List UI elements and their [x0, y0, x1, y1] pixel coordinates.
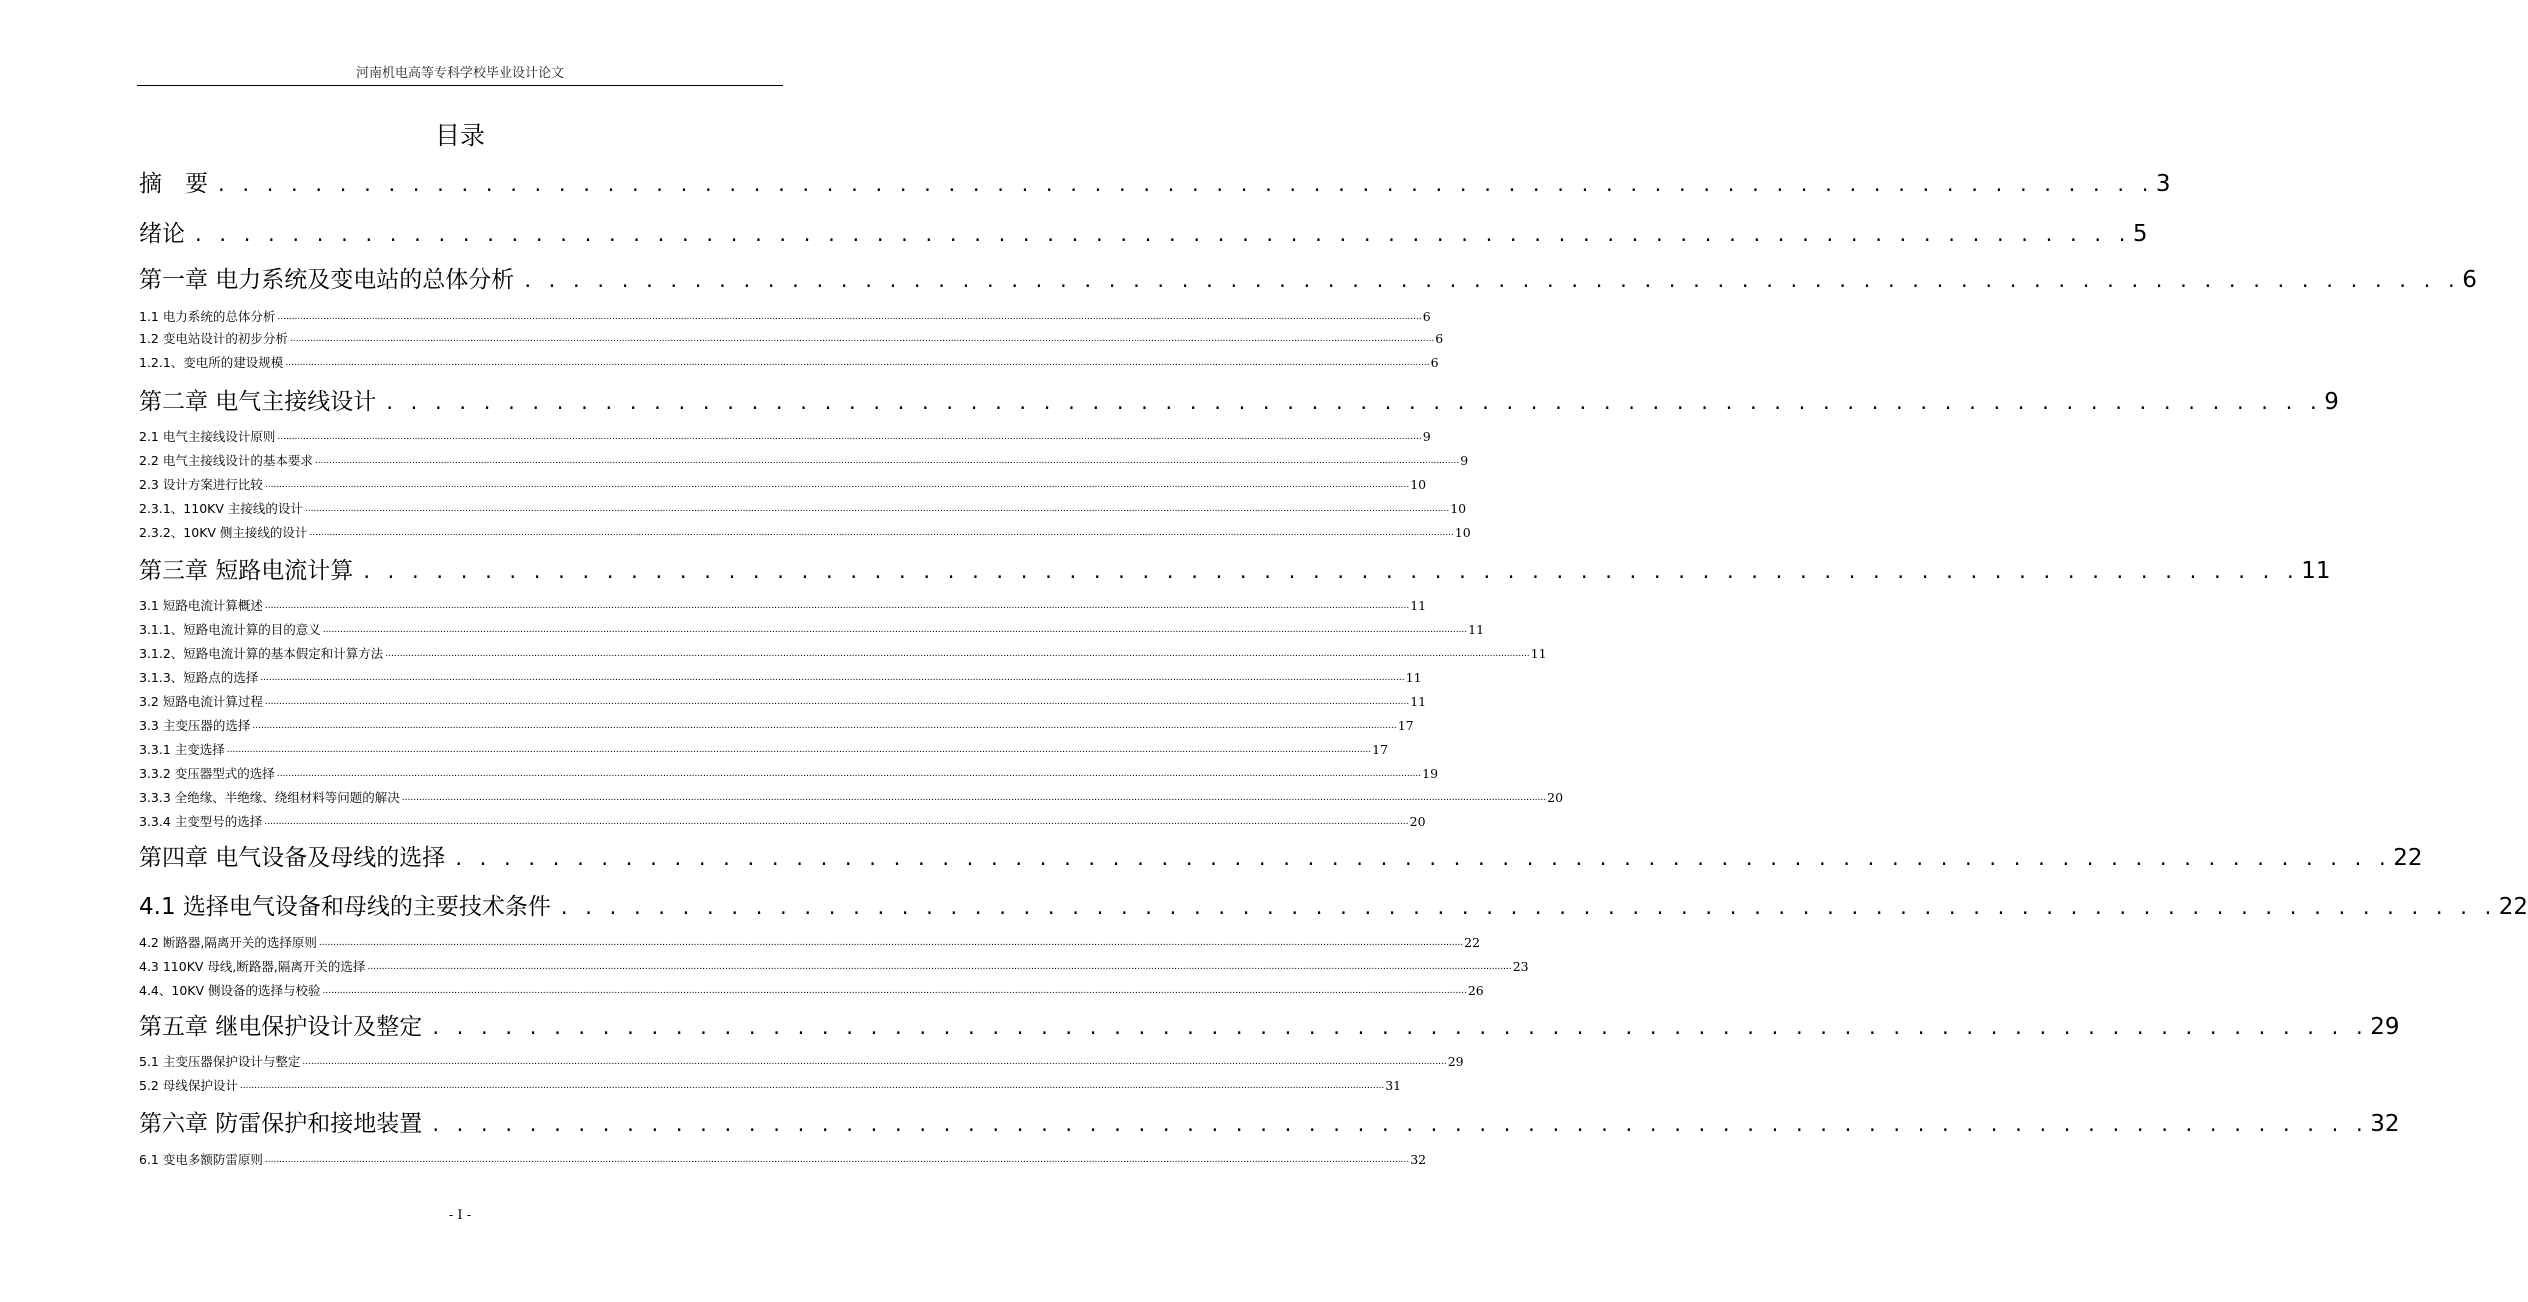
toc-section-entry[interactable]	[139, 1077, 1402, 1095]
toc-entry-page-number: 10	[1454, 525, 1471, 540]
toc-entry-page-number: 20	[1409, 814, 1426, 829]
toc-entry-label: 4.2 断路器,隔离开关的选择原则	[139, 935, 317, 950]
toc-entry-label: 1.1 电力系统的总体分析	[139, 309, 276, 324]
toc-section-entry[interactable]	[139, 789, 1564, 807]
toc-dot-leader: ................................................................................................................................................................................................................................................................................................................................................................................................................	[264, 697, 1410, 707]
toc-dot-leader: ................................................................................................................................................................................................................................................................................................................................................................................................................	[304, 504, 1450, 514]
toc-entry-label: 第三章 短路电流计算	[139, 558, 354, 584]
toc-entry-label: 3.1.2、短路电流计算的基本假定和计算方法	[139, 646, 384, 661]
toc-entry-label: 2.2 电气主接线设计的基本要求	[139, 453, 313, 468]
toc-entry-label: 3.1.3、短路点的选择	[139, 670, 259, 685]
toc-entry-page-number: 11	[2301, 558, 2331, 584]
toc-entry-label: 第二章 电气主接线设计	[139, 389, 377, 415]
toc-entry-page-number: 32	[2370, 1111, 2400, 1137]
toc-entry-label: 4.3 110KV 母线,断路器,隔离开关的选择	[139, 959, 366, 974]
toc-entry-page-number: 9	[2324, 389, 2339, 415]
toc-entry-page-number: 22	[2393, 845, 2423, 871]
toc-entry-page-number: 9	[1460, 453, 1469, 468]
toc-entry-page-number: 10	[1410, 477, 1427, 492]
toc-chapter-entry[interactable]	[139, 1108, 2400, 1140]
toc-chapter-entry[interactable]	[139, 264, 2477, 296]
toc-entry-page-number: 29	[1447, 1054, 1464, 1069]
toc-section-entry[interactable]	[139, 717, 1414, 735]
toc-entry-label: 绪论	[139, 221, 185, 247]
toc-entry-label: 第一章 电力系统及变电站的总体分析	[139, 267, 515, 293]
toc-entry-page-number: 32	[1410, 1152, 1427, 1167]
toc-chapter-entry[interactable]	[139, 842, 2423, 874]
toc-entry-page-number: 19	[1422, 766, 1439, 781]
toc-entry-page-number: 5	[2132, 221, 2148, 247]
toc-chapter-entry[interactable]	[139, 1011, 2400, 1043]
toc-entry-label: 2.3.2、10KV 侧主接线的设计	[139, 525, 308, 540]
toc-section-entry[interactable]	[139, 669, 1422, 687]
toc-entry-page-number: 3	[2155, 171, 2171, 197]
toc-section-entry[interactable]	[139, 741, 1389, 759]
toc-entry-label: 3.1 短路电流计算概述	[139, 598, 263, 613]
toc-entry-label: 1.2 变电站设计的初步分析	[139, 331, 288, 346]
toc-section-entry[interactable]	[139, 982, 1484, 1000]
toc-entry-label: 摘 要	[139, 171, 208, 197]
toc-section-entry[interactable]	[139, 813, 1426, 831]
toc-dot-leader: . . . . . . . . . . . . . . . . . . . . . . . . . . . . . . . . . . . . . . . . . . . . . . . . . . . . . . . . . . . . . . . . . . . . . . . . . . . . . . . .	[524, 268, 2461, 292]
toc-section-entry[interactable]	[139, 693, 1427, 711]
toc-entry-page-number: 9	[1422, 429, 1431, 444]
toc-section-entry[interactable]	[139, 597, 1427, 615]
toc-entry-label: 3.3.3 全绝缘、半绝缘、绕组材料等问题的解决	[139, 790, 400, 805]
toc-dot-leader: ................................................................................................................................................................................................................................................................................................................................................................................................................	[309, 528, 1454, 538]
toc-dot-leader: ................................................................................................................................................................................................................................................................................................................................................................................................................	[264, 817, 1409, 827]
toc-section-entry[interactable]	[139, 524, 1471, 542]
toc-chapter-entry[interactable]	[139, 168, 2171, 200]
toc-entry-page-number: 11	[1410, 694, 1427, 709]
toc-dot-leader: ................................................................................................................................................................................................................................................................................................................................................................................................................	[252, 721, 1397, 731]
toc-entry-label: 1.2.1、变电所的建设规模	[139, 355, 284, 370]
toc-section-entry[interactable]	[139, 934, 1481, 952]
toc-entry-page-number: 22	[2498, 894, 2528, 920]
toc-entry-page-number: 23	[1512, 959, 1529, 974]
toc-entry-page-number: 31	[1385, 1078, 1402, 1093]
toc-entry-label: 3.1.1、短路电流计算的目的意义	[139, 622, 321, 637]
toc-entry-label: 4.1 选择电气设备和母线的主要技术条件	[139, 894, 551, 920]
toc-entry-label: 2.3.1、110KV 主接线的设计	[139, 501, 303, 516]
toc-section-entry[interactable]	[139, 476, 1427, 494]
toc-entry-page-number: 11	[1410, 598, 1427, 613]
toc-section-entry[interactable]	[139, 500, 1467, 518]
toc-chapter-entry[interactable]	[139, 891, 2528, 923]
toc-section-entry[interactable]	[139, 621, 1485, 639]
toc-dot-leader: . . . . . . . . . . . . . . . . . . . . . . . . . . . . . . . . . . . . . . . . . . . . . . . . . . . . . . . . . . . . . . . . . . . . . . . . . . . . . . . .	[560, 895, 2497, 919]
toc-entry-page-number: 17	[1372, 742, 1389, 757]
toc-section-entry[interactable]	[139, 354, 1439, 372]
toc-dot-leader: . . . . . . . . . . . . . . . . . . . . . . . . . . . . . . . . . . . . . . . . . . . . . . . . . . . . . . . . . . . . . . . . . . . . . . . . . . . . . . . .	[432, 1015, 2369, 1039]
toc-dot-leader: ................................................................................................................................................................................................................................................................................................................................................................................................................	[264, 1155, 1410, 1165]
toc-dot-leader: . . . . . . . . . . . . . . . . . . . . . . . . . . . . . . . . . . . . . . . . . . . . . . . . . . . . . . . . . . . . . . . . . . . . . . . . . . . . . . . .	[195, 222, 2131, 246]
toc-entry-label: 3.3.1 主变选择	[139, 742, 225, 757]
toc-entry-label: 2.1 电气主接线设计原则	[139, 429, 276, 444]
toc-entry-label: 2.3 设计方案进行比较	[139, 477, 263, 492]
toc-section-entry[interactable]	[139, 645, 1547, 663]
page-number: - I -	[448, 1208, 472, 1223]
toc-section-entry[interactable]	[139, 428, 1431, 446]
toc-entry-label: 第六章 防雷保护和接地装置	[139, 1111, 423, 1137]
toc-section-entry[interactable]	[139, 1151, 1427, 1169]
toc-dot-leader: ................................................................................................................................................................................................................................................................................................................................................................................................................	[302, 1057, 1447, 1067]
toc-entry-page-number: 6	[1430, 355, 1439, 370]
toc-dot-leader: . . . . . . . . . . . . . . . . . . . . . . . . . . . . . . . . . . . . . . . . . . . . . . . . . . . . . . . . . . . . . . . . . . . . . . . . . . . . . . . .	[218, 172, 2154, 196]
toc-entry-page-number: 29	[2370, 1014, 2400, 1040]
toc-entry-page-number: 22	[1464, 935, 1481, 950]
toc-dot-leader: ................................................................................................................................................................................................................................................................................................................................................................................................................	[385, 649, 1530, 659]
toc-entry-page-number: 10	[1450, 501, 1467, 516]
toc-dot-leader: ................................................................................................................................................................................................................................................................................................................................................................................................................	[367, 962, 1512, 972]
toc-entry-page-number: 6	[1422, 309, 1431, 324]
toc-entry-page-number: 11	[1468, 622, 1485, 637]
toc-entry-label: 3.3.2 变压器型式的选择	[139, 766, 275, 781]
toc-dot-leader: ................................................................................................................................................................................................................................................................................................................................................................................................................	[277, 432, 1422, 442]
toc-section-entry[interactable]	[139, 330, 1444, 348]
toc-chapter-entry[interactable]	[139, 555, 2331, 587]
toc-entry-page-number: 20	[1547, 790, 1564, 805]
toc-dot-leader: . . . . . . . . . . . . . . . . . . . . . . . . . . . . . . . . . . . . . . . . . . . . . . . . . . . . . . . . . . . . . . . . . . . . . . . . . . . . . . . .	[363, 559, 2300, 583]
toc-dot-leader: ................................................................................................................................................................................................................................................................................................................................................................................................................	[289, 334, 1435, 344]
toc-entry-label: 5.2 母线保护设计	[139, 1078, 238, 1093]
toc-entry-page-number: 17	[1397, 718, 1414, 733]
toc-dot-leader: ................................................................................................................................................................................................................................................................................................................................................................................................................	[276, 769, 1422, 779]
toc-entry-label: 第四章 电气设备及母线的选择	[139, 845, 446, 871]
toc-entry-label: 6.1 变电多额防雷原则	[139, 1152, 263, 1167]
toc-title: 目录	[434, 121, 485, 150]
toc-dot-leader: . . . . . . . . . . . . . . . . . . . . . . . . . . . . . . . . . . . . . . . . . . . . . . . . . . . . . . . . . . . . . . . . . . . . . . . . . . . . . . . .	[386, 390, 2323, 414]
toc-entry-page-number: 11	[1405, 670, 1422, 685]
toc-dot-leader: ................................................................................................................................................................................................................................................................................................................................................................................................................	[318, 938, 1464, 948]
toc-dot-leader: ................................................................................................................................................................................................................................................................................................................................................................................................................	[322, 986, 1467, 996]
toc-dot-leader: ................................................................................................................................................................................................................................................................................................................................................................................................................	[401, 793, 1547, 803]
toc-section-entry[interactable]	[139, 452, 1469, 470]
toc-chapter-entry[interactable]	[139, 386, 2339, 418]
toc-entry-label: 3.3.4 主变型号的选择	[139, 814, 263, 829]
toc-entry-label: 4.4、10KV 侧设备的选择与校验	[139, 983, 321, 998]
running-header: 河南机电高等专科学校毕业设计论文	[355, 66, 564, 81]
toc-dot-leader: ................................................................................................................................................................................................................................................................................................................................................................................................................	[277, 312, 1422, 322]
toc-entry-label: 第五章 继电保护设计及整定	[139, 1014, 423, 1040]
toc-dot-leader: ................................................................................................................................................................................................................................................................................................................................................................................................................	[285, 358, 1430, 368]
toc-dot-leader: ................................................................................................................................................................................................................................................................................................................................................................................................................	[264, 601, 1410, 611]
toc-section-entry[interactable]	[139, 765, 1439, 783]
toc-entry-page-number: 6	[1435, 331, 1444, 346]
toc-entry-page-number: 26	[1467, 983, 1484, 998]
toc-entry-page-number: 6	[2462, 267, 2477, 293]
toc-entry-label: 3.3 主变压器的选择	[139, 718, 251, 733]
toc-dot-leader: . . . . . . . . . . . . . . . . . . . . . . . . . . . . . . . . . . . . . . . . . . . . . . . . . . . . . . . . . . . . . . . . . . . . . . . . . . . . . . . .	[432, 1112, 2369, 1136]
toc-dot-leader: ................................................................................................................................................................................................................................................................................................................................................................................................................	[226, 745, 1372, 755]
toc-section-entry[interactable]	[139, 308, 1431, 326]
toc-dot-leader: . . . . . . . . . . . . . . . . . . . . . . . . . . . . . . . . . . . . . . . . . . . . . . . . . . . . . . . . . . . . . . . . . . . . . . . . . . . . . . . .	[455, 846, 2392, 870]
toc-chapter-entry[interactable]	[139, 218, 2148, 250]
toc-dot-leader: ................................................................................................................................................................................................................................................................................................................................................................................................................	[314, 456, 1460, 466]
toc-dot-leader: ................................................................................................................................................................................................................................................................................................................................................................................................................	[239, 1081, 1385, 1091]
toc-dot-leader: ................................................................................................................................................................................................................................................................................................................................................................................................................	[264, 480, 1410, 490]
toc-section-entry[interactable]	[139, 958, 1529, 976]
toc-entry-page-number: 11	[1530, 646, 1547, 661]
toc-dot-leader: ................................................................................................................................................................................................................................................................................................................................................................................................................	[322, 625, 1468, 635]
toc-section-entry[interactable]	[139, 1053, 1464, 1071]
toc-dot-leader: ................................................................................................................................................................................................................................................................................................................................................................................................................	[260, 673, 1405, 683]
toc-entry-label: 3.2 短路电流计算过程	[139, 694, 263, 709]
toc-entry-label: 5.1 主变压器保护设计与整定	[139, 1054, 301, 1069]
